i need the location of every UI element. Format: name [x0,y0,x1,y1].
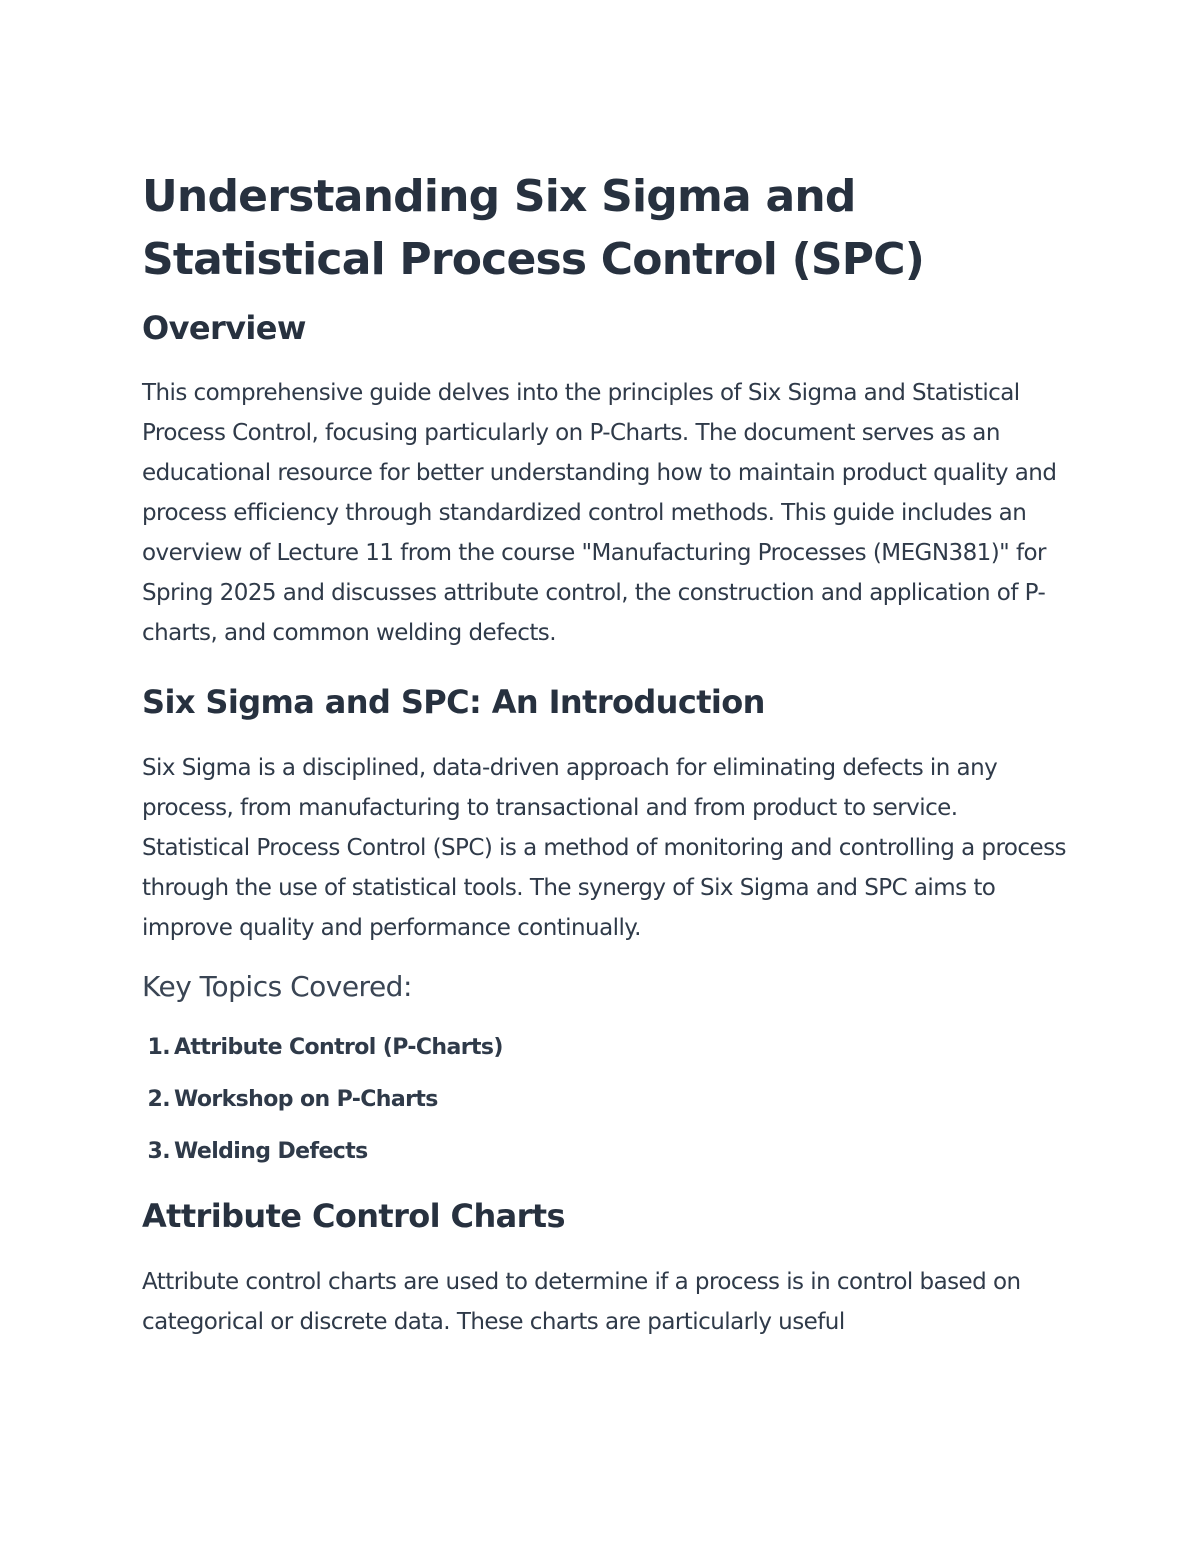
document-page [142,165,1072,1342]
list-item-number: 1. [147,1035,170,1060]
list-item-number: 3. [147,1139,170,1164]
list-item-label: Attribute Control (P-Charts) [174,1035,503,1060]
document-title: Understanding Six Sigma and Statistical Process Control (SPC) [142,171,925,285]
attribute-paragraph: Attribute control charts are used to determine if a process is in control based on categorical or discrete data. These charts are particularly useful [142,1269,1021,1335]
key-topics-list [142,1033,1072,1167]
key-topics-heading: Key Topics Covered: [142,970,412,1003]
list-item [142,1085,1072,1115]
overview-paragraph: This comprehensive guide delves into the principles of Six Sigma and Statistical Process Control, focusing particularly on P-Charts. The document serves as an educational resource for better understanding how to maintain product quality and process efficiency through standardized control methods. This guide includes an overview of Lecture 11 from the course "Manufacturing Processes (MEGN381)" for Spring 2025 and discusses attribute control, the construction and application of P-charts, and common welding defects. [142,380,1057,646]
list-item-number: 2. [147,1087,170,1112]
list-item-label: Welding Defects [174,1139,368,1164]
intro-paragraph: Six Sigma is a disciplined, data-driven approach for eliminating defects in any process, from manufacturing to transactional and from product to service. Statistical Process Control (SPC) is a method of monitoring and controlling a process through the use of statistical tools. The synergy of Six Sigma and SPC aims to improve quality and performance continually. [142,755,1066,941]
list-item [142,1033,1072,1063]
list-item-label: Workshop on P-Charts [174,1087,438,1112]
list-item [142,1137,1072,1167]
attribute-heading: Attribute Control Charts [142,1197,565,1235]
intro-heading: Six Sigma and SPC: An Introduction [142,683,765,721]
overview-heading: Overview [142,309,306,347]
